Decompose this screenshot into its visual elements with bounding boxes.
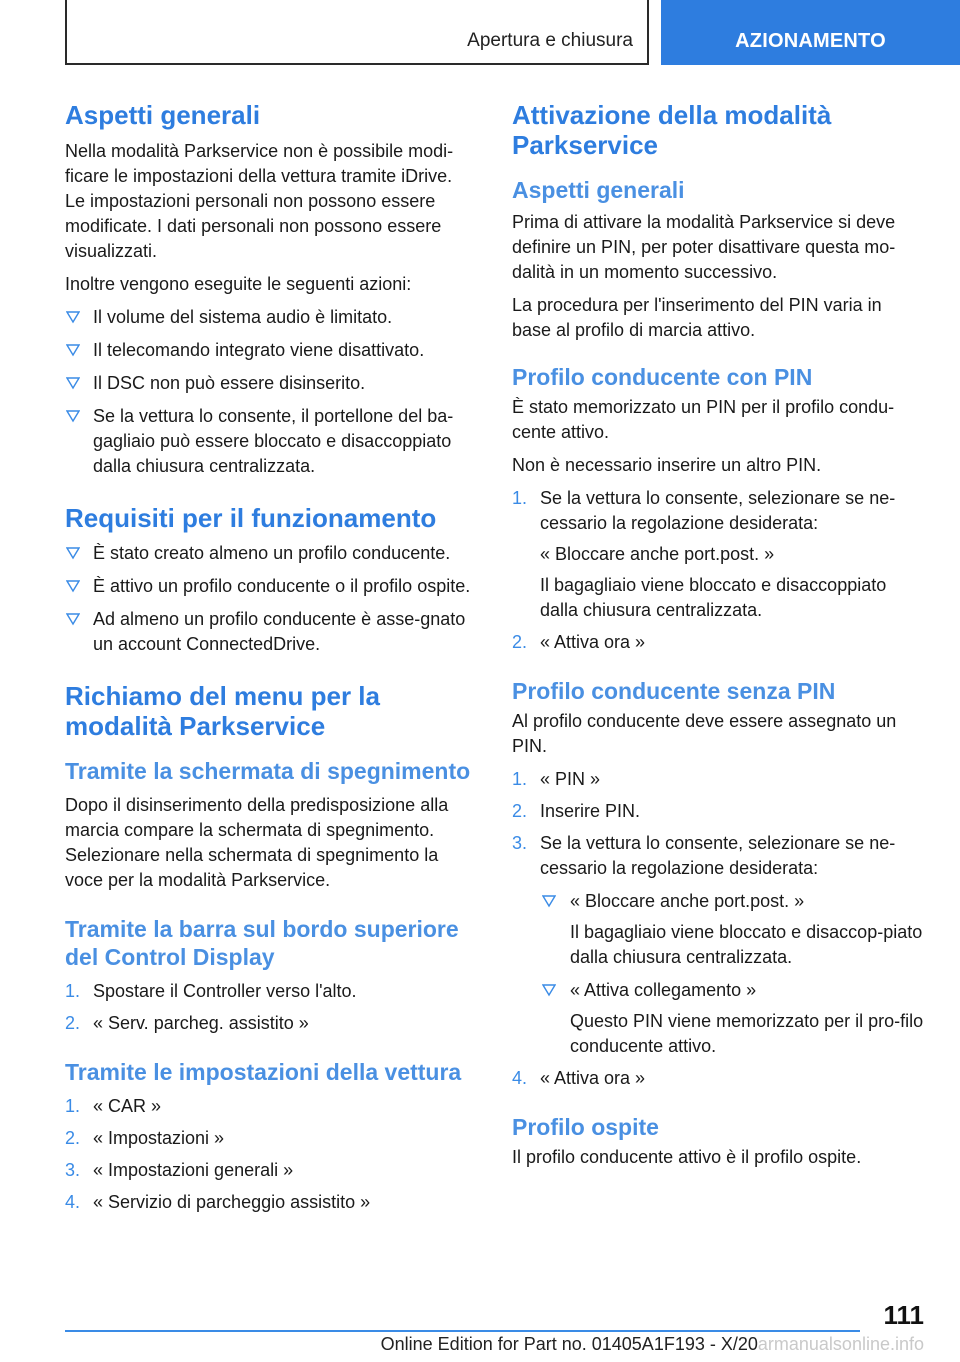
paragraph: Al profilo conducente deve essere assegnato un PIN. [512, 711, 897, 756]
chapter-title: Apertura e chiusura [467, 30, 633, 51]
heading-attivazione: Attivazione della modalità Parkservice [512, 100, 832, 160]
list-item: È attivo un profilo conducente o il profilo ospite. [65, 574, 477, 599]
triangle-bullet-icon [66, 579, 80, 593]
list-item: Ad almeno un profilo conducente è asse-gnato un account ConnectedDrive. [65, 607, 477, 657]
footer-edition [381, 1334, 924, 1355]
heading-aspetti-generali: Aspetti generali [65, 100, 261, 130]
section-tab-label: AZIONAMENTO [735, 30, 886, 52]
triangle-bullet-icon [66, 546, 80, 560]
subheading-schermata: Tramite la schermata di spegnimento [65, 758, 471, 784]
list-item: 4. « Attiva ora » [512, 1068, 646, 1088]
subheading-senza-pin: Profilo conducente senza PIN [512, 678, 836, 704]
paragraph: Dopo il disinserimento della predisposizione alla marcia compare la schermata di spegnimento. Selezionare nella schermata di spegnimento la voce per la modalità Parkservice. [65, 795, 449, 890]
bullet-list [65, 541, 477, 657]
subheading-ospite: Profilo ospite [512, 1114, 659, 1140]
subheading-con-pin: Profilo conducente con PIN [512, 364, 813, 390]
list-item: Il DSC non può essere disinserito. [65, 371, 477, 396]
page-number: 111 [883, 1300, 924, 1330]
list-item: È stato creato almeno un profilo conducente. [65, 541, 477, 566]
numbered-list [65, 1094, 477, 1215]
header-chapter-box [65, 0, 649, 65]
list-item: 4. « Servizio di parcheggio assistito » [65, 1192, 371, 1212]
heading-requisiti: Requisiti per il funzionamento [65, 503, 437, 533]
triangle-bullet-icon [66, 310, 80, 324]
list-item: Il telecomando integrato viene disattivato. [65, 338, 477, 363]
numbered-list [512, 486, 924, 655]
numbered-list [512, 767, 924, 1091]
list-item: 3. Se la vettura lo consente, selezionare se ne-cessario la regolazione desiderata: « Bloccare anche port.post. » Il bagagliaio viene bloccato e disaccop-piato dalla chiusura centralizzata. « Attiva collegamento » Questo PIN viene memorizzato per il pro-filo conducente attivo. [512, 831, 924, 1059]
list-item: 2. Inserire PIN. [512, 801, 641, 821]
subheading-barra: Tramite la barra sul bordo superiore del Control Display [65, 916, 459, 970]
right-column [512, 100, 924, 1170]
watermark: armanualsonline.info [757, 1334, 924, 1354]
list-item: 2. « Attiva ora » [512, 632, 646, 652]
paragraph: Il profilo conducente attivo è il profilo ospite. [512, 1147, 862, 1167]
list-item: 1. Spostare il Controller verso l'alto. [65, 981, 357, 1001]
list-item: 2. « Impostazioni » [65, 1128, 225, 1148]
list-item: « Attiva collegamento » Questo PIN viene memorizzato per il pro-filo conducente attivo. [540, 978, 924, 1059]
triangle-bullet-icon [66, 343, 80, 357]
triangle-bullet-icon [66, 376, 80, 390]
numbered-list [65, 979, 477, 1036]
paragraph: Nella modalità Parkservice non è possibile modi-ficare le impostazioni della vettura tramite iDrive. Le impostazioni personali non possono essere modificate. I dati personali non possono essere visualizzati. [65, 141, 454, 261]
list-item: 1. Se la vettura lo consente, selezionare se ne-cessario la regolazione desiderata: « Bloccare anche port.post. » Il bagagliaio viene bloccato e disaccoppiato dalla chiusura centralizzata. [512, 486, 924, 623]
option-description: Il bagagliaio viene bloccato e disaccoppiato dalla chiusura centralizzata. [540, 575, 887, 620]
option-description: Questo PIN viene memorizzato per il pro-filo conducente attivo. [570, 1011, 924, 1056]
subheading-aspetti-generali: Aspetti generali [512, 177, 685, 203]
list-item: 1. « CAR » [65, 1096, 162, 1116]
paragraph: È stato memorizzato un PIN per il profilo condu-cente attivo. [512, 397, 895, 442]
subheading-impostazioni: Tramite le impostazioni della vettura [65, 1059, 462, 1085]
triangle-bullet-icon [66, 612, 80, 626]
list-item: Se la vettura lo consente, il portellone del ba-gagliaio può essere bloccato e disaccoppiato dalla chiusura centralizzata. [65, 404, 477, 479]
triangle-bullet-icon [542, 894, 556, 908]
left-column [65, 100, 477, 1215]
paragraph: Inoltre vengono eseguite le seguenti azioni: [65, 274, 412, 294]
list-item: 3. « Impostazioni generali » [65, 1160, 294, 1180]
footer-divider [65, 1330, 860, 1332]
edition-text: Online Edition for Part no. 01405A1F193 - X/20 [380, 1334, 758, 1354]
bullet-list [65, 305, 477, 479]
section-tab [661, 0, 960, 65]
option-description: Il bagagliaio viene bloccato e disaccop-piato dalla chiusura centralizzata. [570, 922, 923, 967]
paragraph: Non è necessario inserire un altro PIN. [512, 455, 822, 475]
triangle-bullet-icon [66, 409, 80, 423]
triangle-bullet-icon [542, 983, 556, 997]
paragraph: Prima di attivare la modalità Parkservice si deve definire un PIN, per poter disattivare questa mo-dalità in un momento successivo. [512, 212, 896, 282]
list-item: « Bloccare anche port.post. » Il bagagliaio viene bloccato e disaccop-piato dalla chiusura centralizzata. [540, 889, 924, 970]
heading-richiamo-menu: Richiamo del menu per la modalità Parkservice [65, 681, 380, 741]
nested-bullet-list [540, 889, 924, 1059]
option-label: « Bloccare anche port.post. » [540, 544, 775, 564]
list-item: 2. « Serv. parcheg. assistito » [65, 1013, 309, 1033]
paragraph: La procedura per l'inserimento del PIN varia in base al profilo di marcia attivo. [512, 295, 882, 340]
list-item: 1. « PIN » [512, 769, 601, 789]
list-item: Il volume del sistema audio è limitato. [65, 305, 477, 330]
